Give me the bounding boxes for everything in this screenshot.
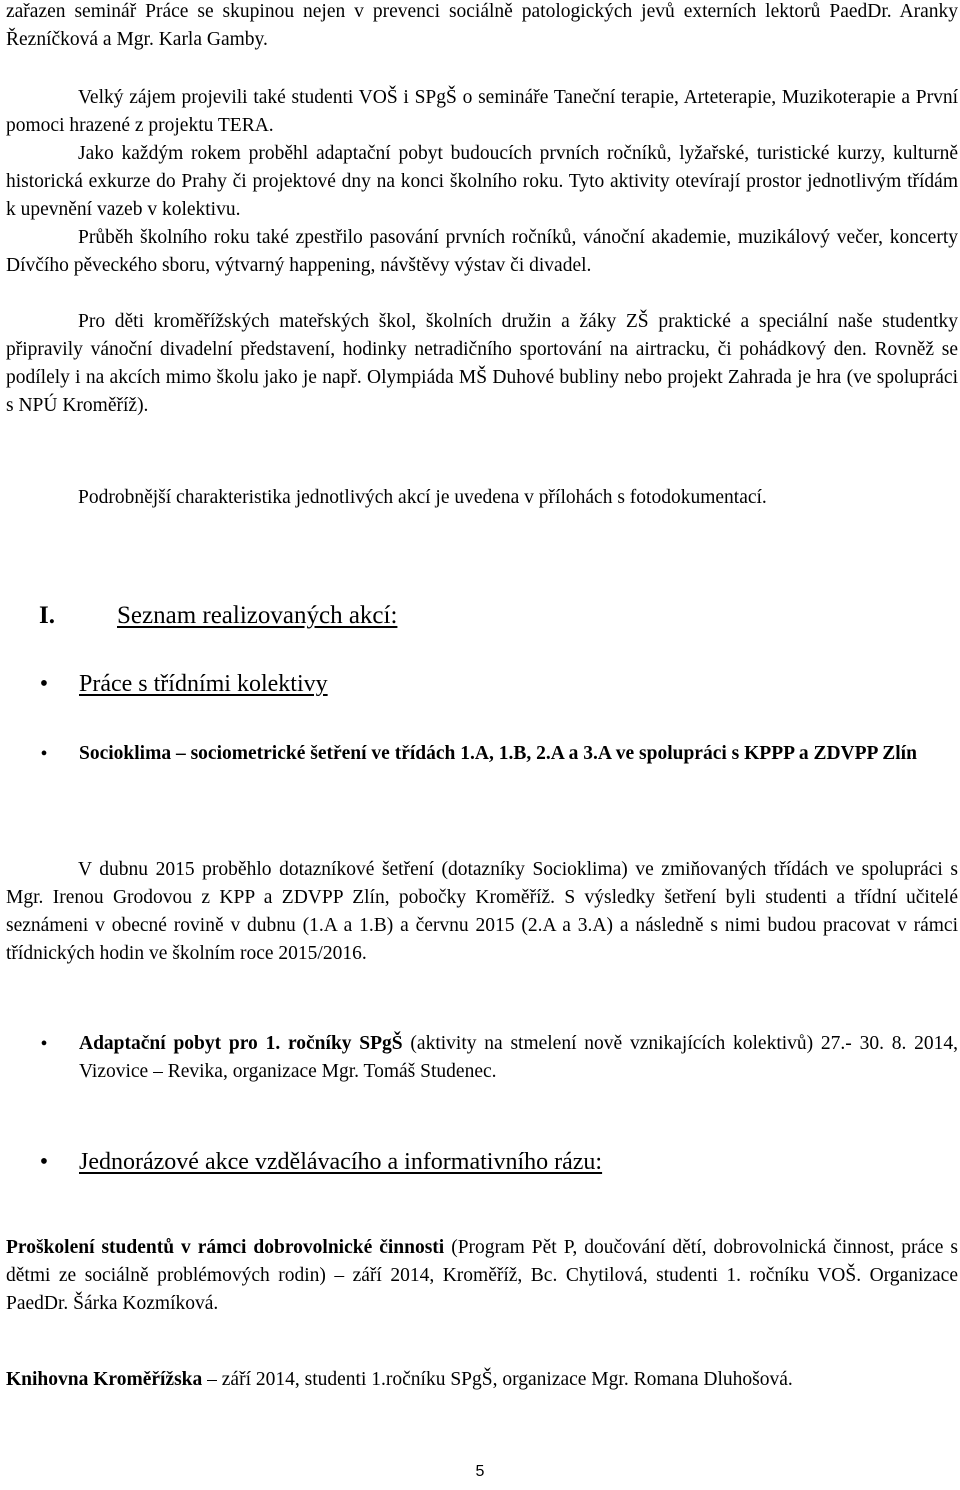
paragraph-zajem-studentu: Velký zájem projevili také studenti VOŠ i SPgŠ o semináře Taneční terapie, Arteterapie, Muzikoterapie a První pomoci hrazené z projektu TERA.: [6, 87, 958, 136]
paragraph-podrobnejsi: Podrobnější charakteristika jednotlivých akcí je uvedena v přílohách s fotodokumentací.: [78, 487, 767, 508]
section-heading: [39, 600, 397, 632]
bullet-icon: •: [39, 671, 49, 697]
section-title: Seznam realizovaných akcí:: [117, 602, 398, 629]
bullet-jednorazove-akce: Jednorázové akce vzdělávacího a informativního rázu:: [79, 1149, 603, 1175]
bullet-prace-s-kolektivy: Práce s třídními kolektivy: [79, 671, 328, 697]
event-knihovna: [6, 1366, 958, 1394]
paragraph-dotaznikove-setreni: V dubnu 2015 proběhlo dotazníkové šetření (dotazníky Socioklima) ve zmiňovaných třídách ve spolupráci s Mgr. Irenou Grodovou z KPP a ZDVPP Zlín, pobočky Kroměříž. S výsledky šetření byli studenti a třídní učitelé seznámeni v obecné rovině v dubnu (1.A a 1.B) a červnu 2015 (2.A a 3.A) a následně s nimi budou pracovat v rámci třídnických hodin ve školním roce 2015/2016.: [6, 859, 958, 964]
proskoleni-title: Proškolení studentů v rámci dobrovolnické činnosti: [6, 1237, 445, 1258]
bullet-icon: •: [40, 1033, 48, 1055]
bullet-socioklima: Socioklima – sociometrické šetření ve třídách 1.A, 1.B, 2.A a 3.A ve spolupráci s KPPP a ZDVPP Zlín: [79, 743, 917, 764]
bullet-icon: •: [39, 1149, 49, 1175]
bullet-adaptacni-pobyt: [79, 1030, 958, 1086]
proskoleni-detail: (Program Pět P, doučování dětí, dobrovolnická činnost, práce s dětmi ze sociálně problémových rodin) – září 2014, Kroměříž, Bc. Chytilová, studenti 1. ročníku VOŠ. Organizace PaedDr. Šárka Kozmíková.: [6, 1237, 959, 1314]
paragraph-prubeh-roku: Průběh školního roku také zpestřilo pasování prvních ročníků, vánoční akademie, muzikálový večer, koncerty Dívčího pěveckého sboru, výtvarný happening, návštěvy výstav či divadel.: [6, 227, 958, 276]
knihovna-detail: – září 2014, studenti 1.ročníku SPgŠ, organizace Mgr. Romana Dluhošová.: [202, 1369, 793, 1390]
paragraph-pro-deti: Pro děti kroměřížských mateřských škol, školních družin a žáky ZŠ praktické a speciální naše studentky připravily vánoční divadelní představení, hodinky netradičního sportování na airtracku, či pohádkový den. Rovněž se podílely i na akcích mimo školu jako je např. Olympiáda MŠ Duhové bubliny nebo projekt Zahrada je hra (ve spolupráci s NPÚ Kroměříž).: [6, 311, 958, 416]
adaptacni-pobyt-detail: (aktivity na stmelení nově vznikajících kolektivů) 27.- 30. 8. 2014, Vizovice – Revika, organizace Mgr. Tomáš Studenec.: [79, 1033, 958, 1082]
paragraph-seminar-externi: zařazen seminář Práce se skupinou nejen v prevenci sociálně patologických jevů externích lektorů PaedDr. Aranky Řezníčková a Mgr. Karla Gamby.: [6, 1, 958, 50]
bullet-icon: •: [40, 743, 48, 765]
section-number: I.: [39, 602, 55, 629]
paragraph-adaptacni-pobyt: Jako každým rokem proběhl adaptační pobyt budoucích prvních ročníků, lyžařské, turistické kurzy, kulturně historická exkurze do Prahy či projektové dny na konci školního roku. Tyto aktivity otevírají prostor jednotlivým třídám k upevnění vazeb v kolektivu.: [6, 143, 958, 220]
page-number: 5: [475, 1463, 485, 1480]
adaptacni-pobyt-title: Adaptační pobyt pro 1. ročníky SPgŠ: [79, 1033, 403, 1054]
event-proskoleni-studentu: [6, 1234, 958, 1318]
knihovna-title: Knihovna Kroměřížska: [6, 1369, 203, 1390]
